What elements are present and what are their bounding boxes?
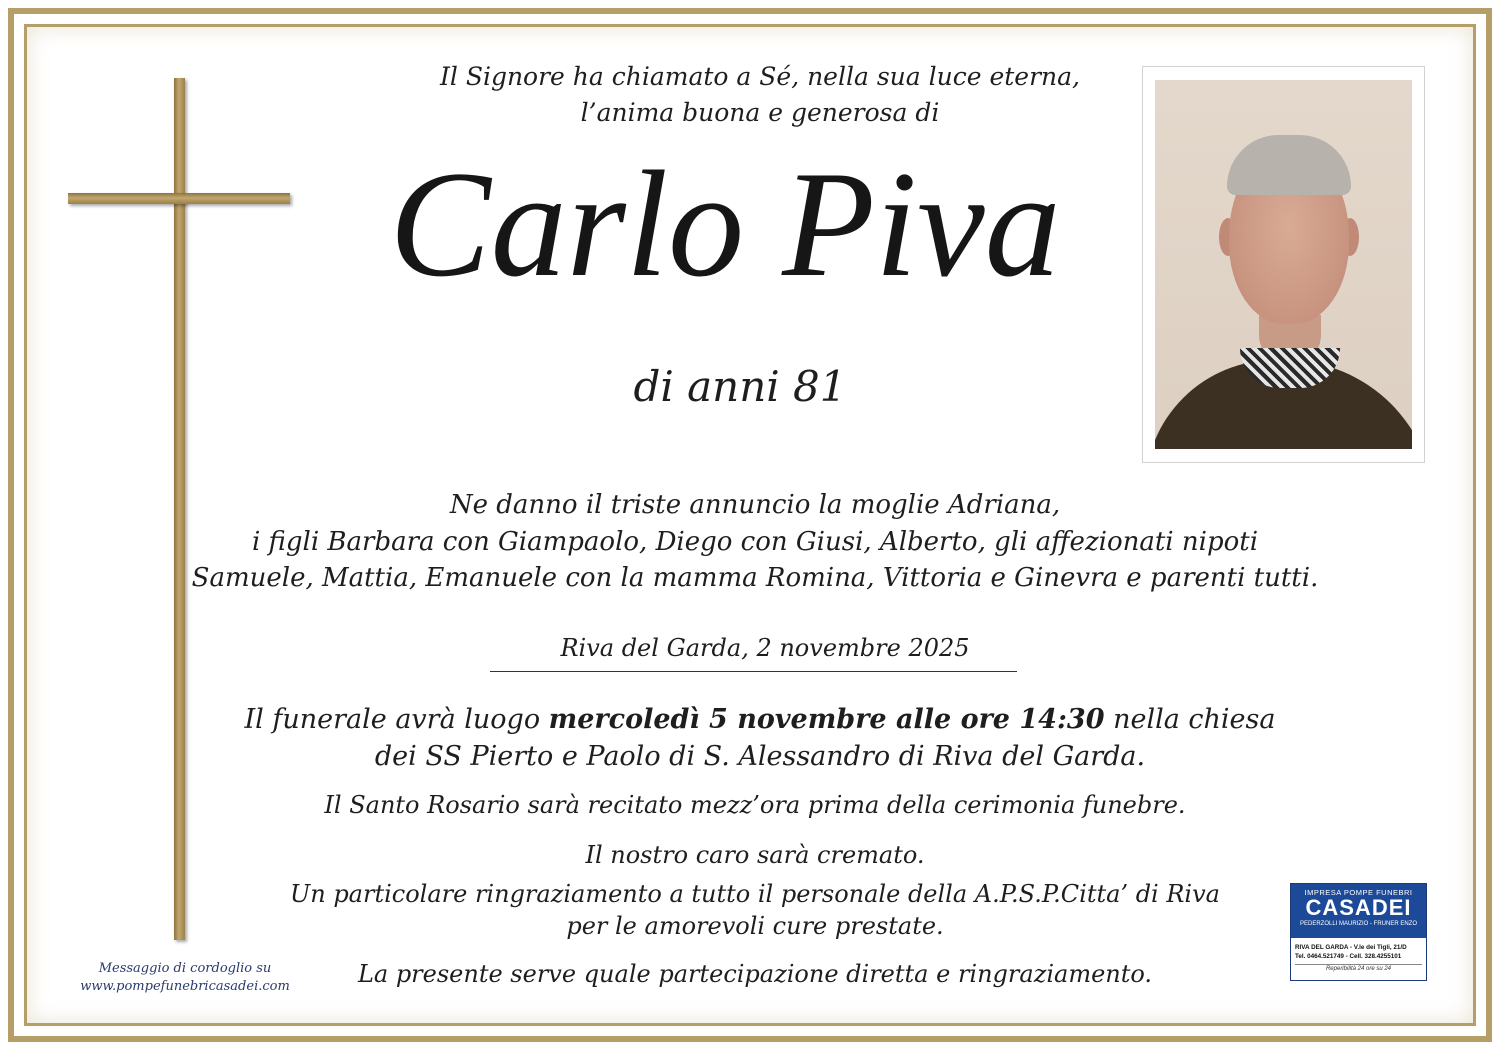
place-date: Riva del Garda, 2 novembre 2025: [560, 634, 970, 662]
portrait-photo-frame: [1142, 66, 1425, 463]
logo-line-1: IMPRESA POMPE FUNEBRI: [1304, 888, 1413, 897]
condolence-note: [60, 960, 310, 996]
intro-line-2: l’anima buona e generosa di: [580, 98, 940, 127]
cross-icon-crossbar: [68, 193, 290, 204]
thanks-line-2: per le amorevoli cure prestate.: [566, 912, 944, 940]
funeral-line-2: dei SS Pierto e Paolo di S. Alessandro di Riva del Garda.: [374, 741, 1146, 772]
intro-line-1: Il Signore ha chiamato a Sé, nella sua luce eterna,: [440, 62, 1080, 91]
announcement-line-3: Samuele, Mattia, Emanuele con la mamma Romina, Vittoria e Ginevra e parenti tutti.: [191, 563, 1319, 593]
rosary-text: Il Santo Rosario sarà recitato mezz’ora prima della cerimonia funebre.: [324, 791, 1186, 819]
funeral-datetime: mercoledì 5 novembre alle ore 14:30: [548, 704, 1105, 735]
cremation-text: Il nostro caro sarà cremato.: [585, 841, 925, 869]
date-divider: [490, 671, 1017, 672]
funeral-prefix: Il funerale avrà luogo: [244, 704, 549, 735]
thanks-line-1: Un particolare ringraziamento a tutto il personale della A.P.S.P.Citta’ di Riva: [290, 880, 1220, 908]
portrait-photo: [1155, 80, 1412, 449]
logo-brand: CASADEI: [1305, 895, 1412, 920]
announcement-line-2: i figli Barbara con Giampaolo, Diego con Giusi, Alberto, gli affezionati nipoti: [251, 527, 1259, 557]
deceased-age: di anni 81: [633, 362, 847, 411]
condolence-line-1: Messaggio di cordoglio su: [98, 961, 272, 976]
condolence-website-link[interactable]: www.pompefunebricasadei.com: [80, 979, 290, 994]
logo-owners: PEDERZOLLI MAURIZIO - FRUNER ENZO: [1299, 921, 1417, 927]
closing-text: La presente serve quale partecipazione diretta e ringraziamento.: [357, 960, 1153, 988]
funeral-line-1: [150, 704, 1370, 735]
funeral-home-logo: [1290, 883, 1427, 981]
announcement-line-1: Ne danno il triste annuncio la moglie Adriana,: [449, 490, 1061, 520]
logo-address: RIVA DEL GARDA - V.le dei Tigli, 21/D: [1295, 944, 1407, 951]
logo-availability: Reperibilità 24 ore su 24: [1295, 964, 1422, 972]
logo-phones: Tel. 0464.521749 - Cell. 328.4255101: [1295, 953, 1402, 960]
funeral-suffix: nella chiesa: [1104, 704, 1276, 735]
deceased-name: Carlo Piva: [389, 140, 1061, 308]
